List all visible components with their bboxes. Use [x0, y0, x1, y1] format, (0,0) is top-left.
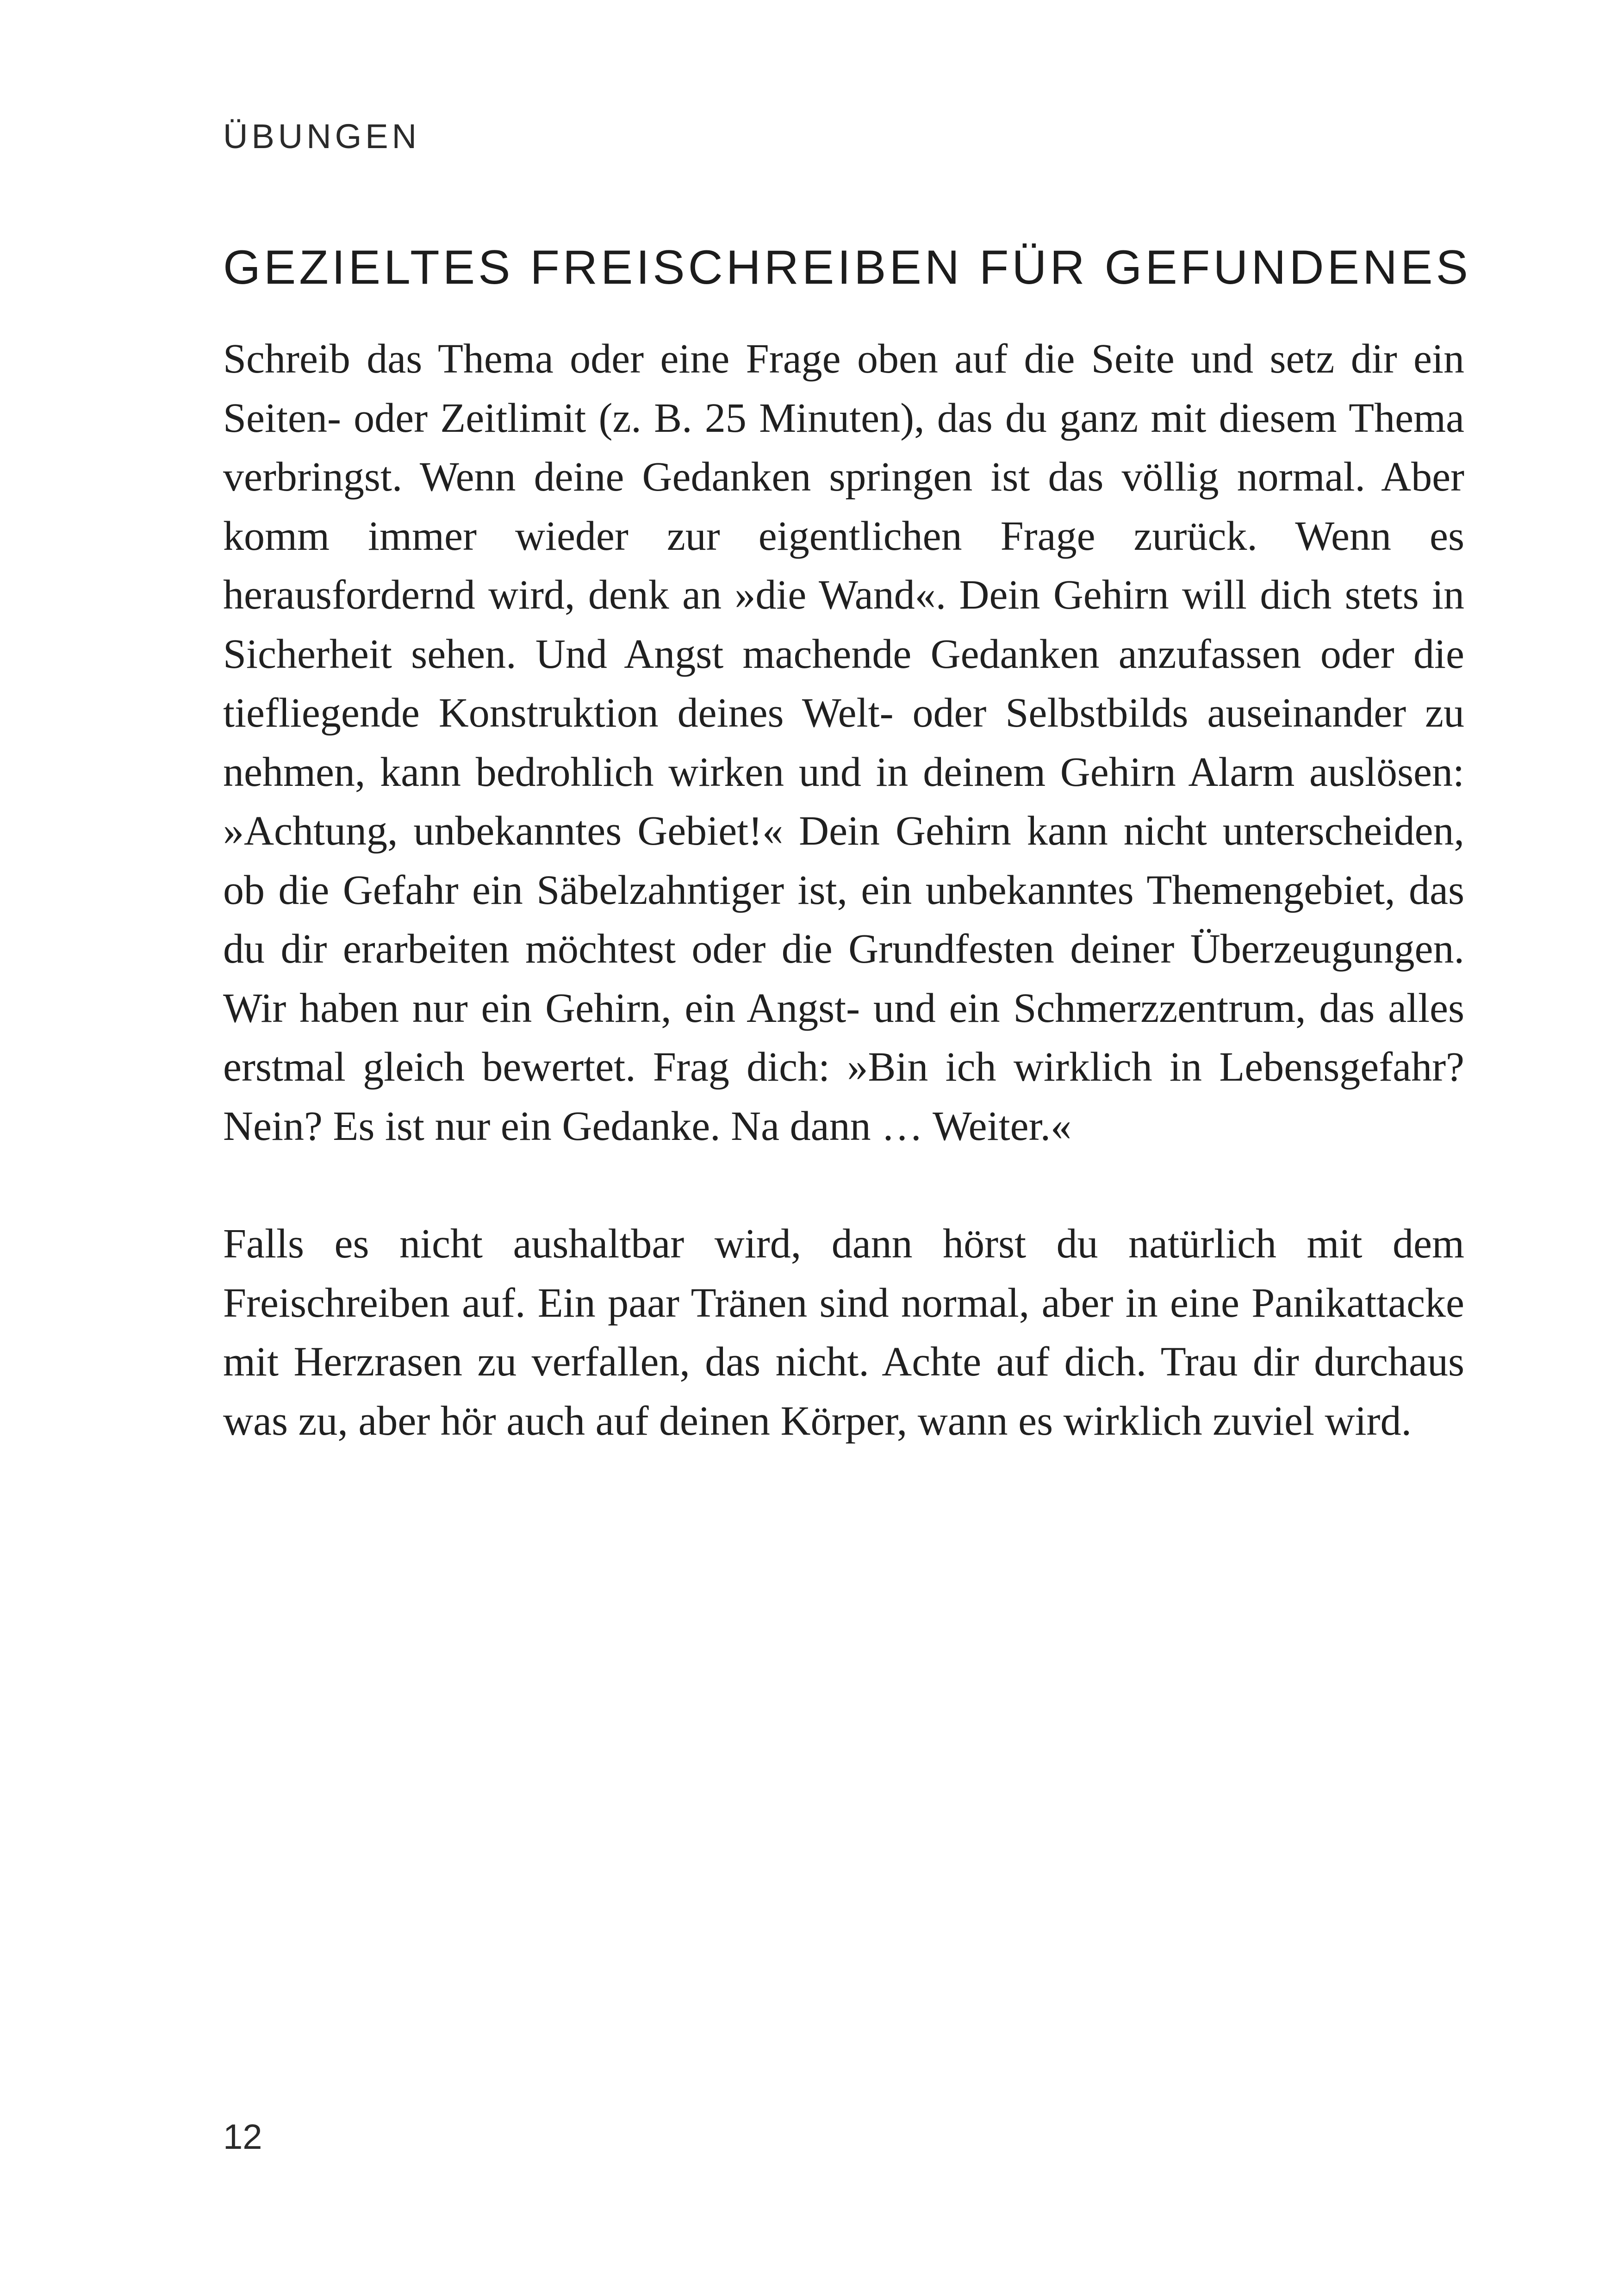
body-text — [223, 330, 1464, 1450]
paragraph-2: Falls es nicht aushaltbar wird, dann hörst du natürlich mit dem Freischreiben auf. Ein paar Tränen sind normal, aber in eine Panikattacke mit Herzrasen zu verfallen, das nicht. Achte auf dich. Trau dir durchaus was zu, aber hör auch auf deinen Körper, wann es wirklich zuviel wird. — [223, 1221, 1464, 1444]
running-header: ÜBUNGEN — [223, 117, 421, 156]
page-number: 12 — [223, 2117, 262, 2157]
page-title: GEZIELTES FREISCHREIBEN FÜR GEFUNDENES — [223, 241, 1471, 294]
paragraph-1: Schreib das Thema oder eine Frage oben auf die Seite und setz dir ein Seiten- oder Zeitlimit (z. B. 25 Minuten), das du ganz mit diesem Thema verbringst. Wenn deine Gedanken springen ist das völlig normal. Aber komm immer wieder zur eigentlichen Frage zurück. Wenn es herausfordernd wird, denk an »die Wand«. Dein Gehirn will dich stets in Sicherheit sehen. Und Angst machende Gedanken anzufassen oder die tiefliegende Konstruktion deines Welt- oder Selbstbilds auseinander zu nehmen, kann bedrohlich wirken und in deinem Gehirn Alarm auslösen: »Achtung, unbekanntes Gebiet!« Dein Gehirn kann nicht unterscheiden, ob die Gefahr ein Säbelzahntiger ist, ein unbekanntes Themengebiet, das du dir erarbeiten möchtest oder die Grundfesten deiner Überzeugungen. Wir haben nur ein Gehirn, ein Angst- und ein Schmerzzentrum, das alles erstmal gleich bewertet. Frag dich: »Bin ich wirklich in Lebensgefahr? Nein? Es ist nur ein Gedanke. Na dann … Weiter.« — [223, 336, 1464, 1149]
